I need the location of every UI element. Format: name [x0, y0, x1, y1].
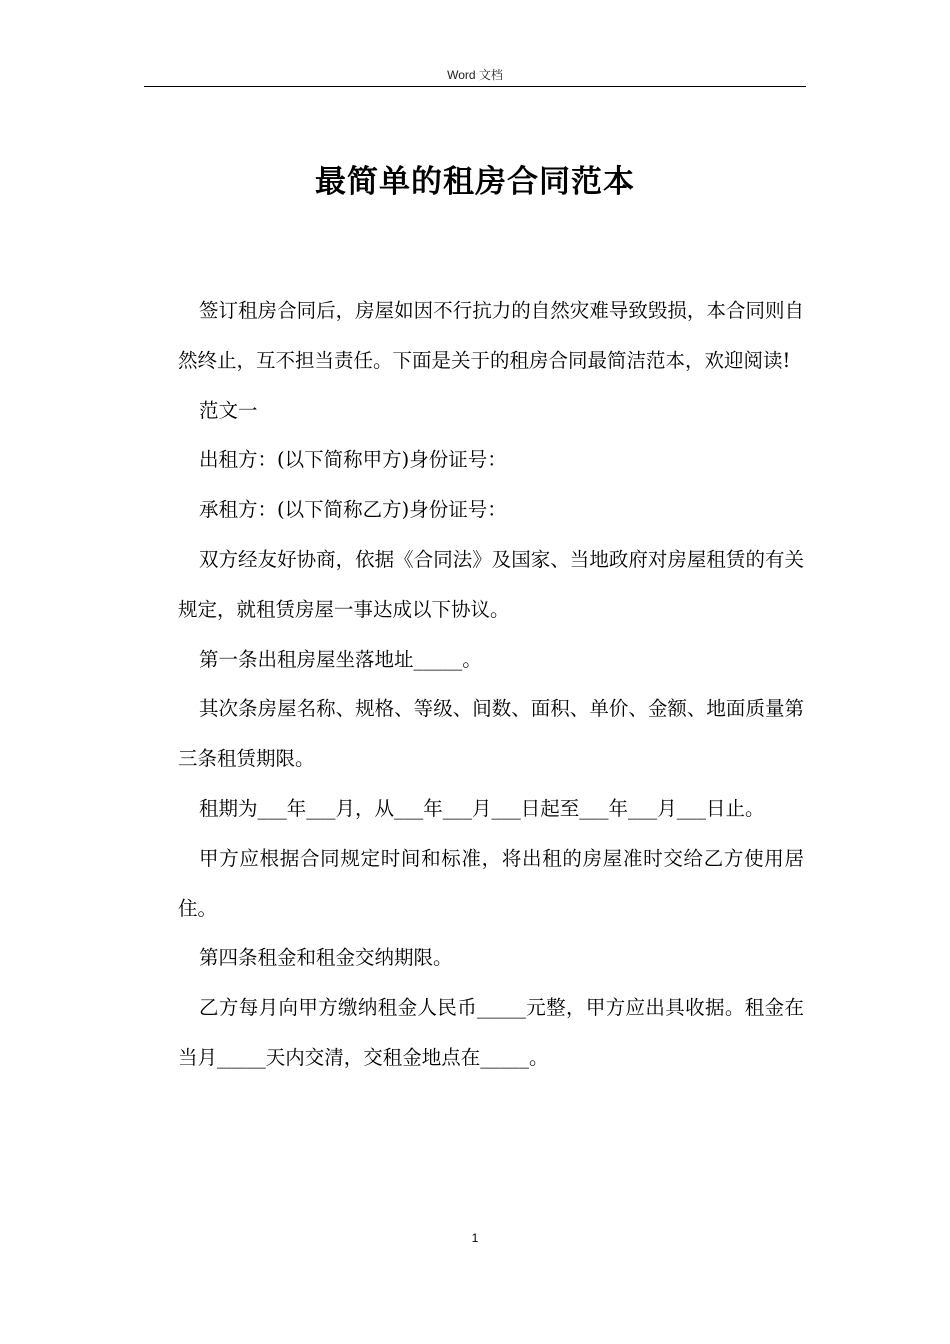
paragraph-lessor: 出租方：(以下简称甲方)身份证号：: [199, 448, 507, 472]
paragraph-handover: 甲方应根据合同规定时间和标准，将出租的房屋准时交给乙方使用居住。: [178, 846, 804, 920]
paragraph-agreement: 双方经友好协商，依据《合同法》及国家、当地政府对房屋租赁的有关规定，就租赁房屋一事达成以下协议。: [178, 547, 804, 621]
document-title: 最简单的租房合同范本: [315, 164, 635, 200]
paragraph-rent-payment: 乙方每月向甲方缴纳租金人民币_____元整，甲方应出具收据。租金在当月_____天内交清，交租金地点在_____。: [178, 996, 804, 1069]
paragraph-sample-label: 范文一: [199, 398, 258, 422]
paragraph-article-4: 第四条租金和租金交纳期限。: [199, 946, 453, 970]
paragraph-lessee: 承租方：(以下简称乙方)身份证号：: [199, 498, 507, 522]
page-number: 1: [471, 1231, 479, 1245]
paragraph-intro: 签订租房合同后，房屋如因不行抗力的自然灾难导致毁损，本合同则自然终止，互不担当责任。下面是关于的租房合同最简洁范本，欢迎阅读!: [178, 299, 804, 372]
paragraph-article-1: 第一条出租房屋坐落地址_____。: [199, 647, 482, 671]
header-divider: [144, 86, 806, 87]
paragraph-article-2-3: 其次条房屋名称、规格、等级、间数、面积、单价、金额、地面质量第三条租赁期限。: [178, 697, 804, 771]
document-body: [178, 286, 804, 1083]
page-header: Word 文档: [447, 68, 503, 82]
paragraph-lease-term: 租期为___年___月，从___年___月___日起至___年___月___日止。: [199, 796, 765, 820]
